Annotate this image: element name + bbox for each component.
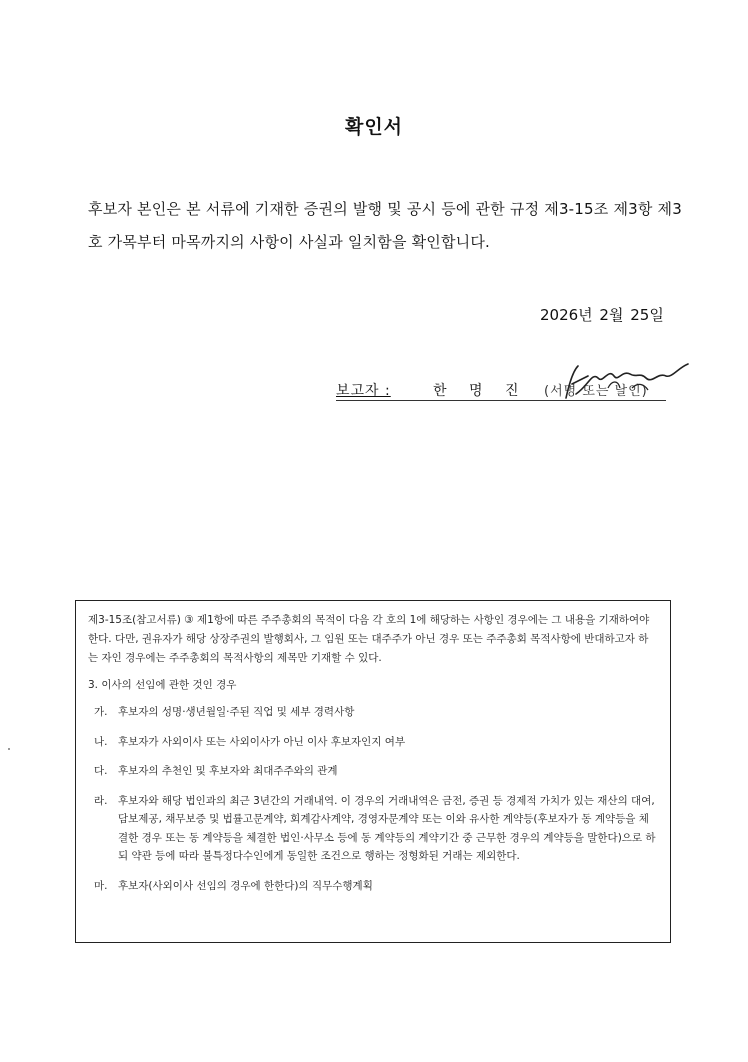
reference-intro: 제3-15조(참고서류) ③ 제1항에 따른 주주총회의 목적이 다음 각 호의 1에 해당하는 사항인 경우에는 그 내용을 기재하여야 한다. 다만, 권유자가 해당 상장주권의 발행회사, 그 임원 또는 대주주가 아닌 경우 또는 주주총회 목적사항에 반대하고자 하는 자인 경우에는 주주총회의 목적사항의 제목만 기재할 수 있다. [88,614,650,664]
reporter-label: 보고자 : [336,383,391,399]
list-marker: 가. [94,706,108,718]
list-item-text: 후보자(사외이사 선임의 경우에 한한다)의 직무수행계획 [118,879,373,892]
list-item-text: 후보자가 사외이사 또는 사외이사가 아닌 이사 후보자인지 여부 [118,735,406,748]
list-item [88,877,658,896]
list-item [88,703,658,722]
list-item [88,733,658,752]
document-date: 2026년 2월 25일 [540,306,664,324]
document-title: 확인서 [344,116,404,138]
reference-section-heading: 3. 이사의 선임에 관한 것인 경우 [88,679,237,691]
list-item-text: 후보자의 성명·생년월일·주된 직업 및 세부 경력사항 [118,706,355,718]
list-marker: 나. [94,735,108,748]
scan-speck [8,748,10,750]
handwritten-signature [548,358,698,406]
reference-box [75,600,671,943]
confirmation-paragraph: 후보자 본인은 본 서류에 기재한 증권의 발행 및 공시 등에 관한 규정 제3-15조 제3항 제3호 가목부터 마목까지의 사항이 사실과 일치함을 확인합니다. [88,200,682,251]
list-item [88,792,658,866]
list-item-text: 후보자와 해당 법인과의 최근 3년간의 거래내역. 이 경우의 거래내역은 금전, 증권 등 경제적 가치가 있는 재산의 대여, 담보제공, 채무보증 및 법률고문계약, 회계감사계약, 경영자문계약 또는 이와 유사한 계약등(후보자가 동 계약등을 체결한 경우 또는 동 계약등을 체결한 법인·사무소 등에 동 계약등의 계약기간 중 근무한 경우의 계약등을 말한다)으로 하되 약관 등에 따라 불특정다수인에게 동일한 조건으로 행하는 정형화된 거래는 제외한다. [118,794,656,862]
list-marker: 다. [94,765,108,777]
list-item-text: 후보자의 추천인 및 후보자와 최대주주와의 관계 [118,765,338,777]
reporter-name: 한 명 진 [433,383,528,399]
list-marker: 라. [94,794,108,807]
list-marker: 마. [94,879,108,892]
list-item [88,762,658,781]
seal-label: (서명 또는 날인) [544,384,648,399]
